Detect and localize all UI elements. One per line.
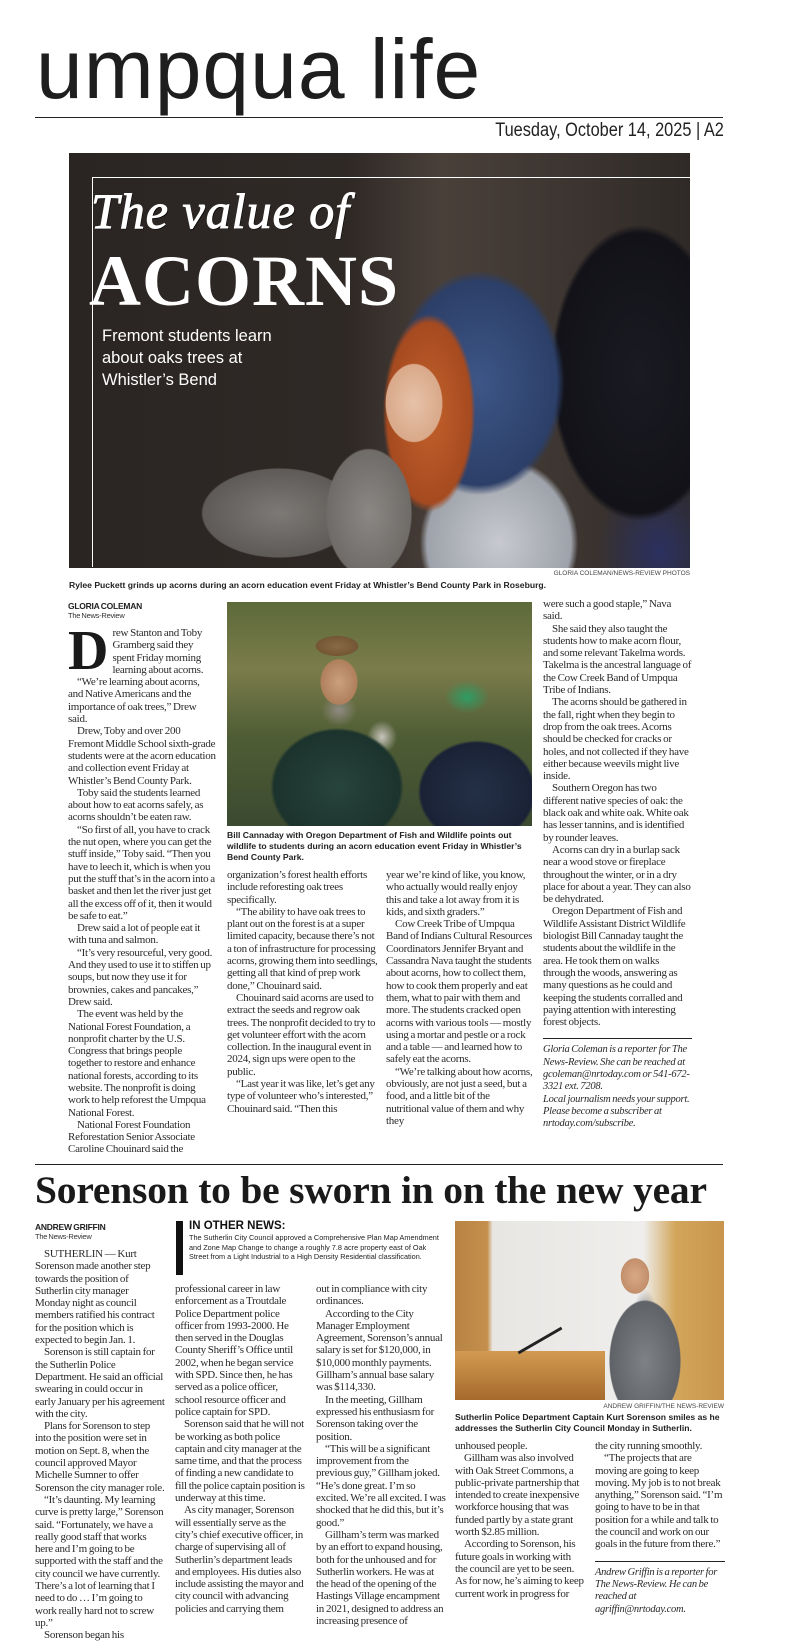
article-column-2 [227,869,379,1115]
paragraphs [175,1283,305,1615]
paragraph: “The ability to have oak trees to plant out on the forest is at a super limited capacity, because there’s not a ton of infrastructure for processing acorns, growing them into seedlings, getting all that kind of prep work done,” Chouinard said. [227,905,378,992]
paragraph: “It’s very resourceful, very good. And they used to use it to stiffen up soups, but now they use it for brownies, cakes and pancakes,” Drew said. [68,946,213,1008]
hero-title: ACORNS [89,241,400,321]
paragraph: Gillham was also involved with Oak Street Commons, a public-private partnership that intended to create inexpensive workforce housing that was funded partly by a state grant worth $2.85 million. [455,1452,580,1539]
paragraph: Southern Oregon has two different native species of oak: the black oak and white oak. White oak has lesser tannins, and is identified by rounder leaves. [543,782,689,844]
story2-column-4 [455,1440,585,1600]
paragraphs [227,869,379,1115]
section-divider [35,1164,723,1165]
byline-name: GLORIA COLEMAN [68,601,142,611]
paragraph: As city manager, Sorenson will essentially serve as the city’s chief executive officer, in charge of supervising all of Sutherlin’s department leads and employees. His duties also include assisting the mayor and city council with advancing policies and carrying them [175,1504,304,1615]
author-tagline [543,1038,692,1130]
dateline: Tuesday, October 14, 2025 | A2 [495,120,724,141]
paragraph: Cow Creek Tribe of Umpqua Band of Indians Cultural Resources Coordinators Jennifer Bryant and Cassandra Nava taught the students about acorns, how to collect them, how to cook them properly and eat them, what to pair with them and more. The students cracked open acorns with various tools — mostly using a mortar and pestle or a rock and a table — and learned how to safely eat the acorns. [386,918,533,1066]
story-headline: Sorenson to be sworn in on the new year [35,1168,707,1212]
paragraphs [595,1440,725,1551]
hero-subtitle: Fremont students learn about oaks trees at Whistler’s Bend [102,327,272,389]
paragraphs [595,1567,725,1616]
paragraph: Oregon Department of Fish and Wildlife Assistant District Wildlife biologist Bill Cannaday taught the students about the wildlife in the area. He took them on walks through the woods, answering as many questions as he could and keeping the students corralled and paying attention with interesting forest objects. [543,905,686,1029]
paragraph: National Forest Foundation Reforestation Senior Associate Caroline Chouinard said the [68,1118,195,1156]
paragraphs [316,1283,446,1627]
story2-column-1 [35,1222,165,1642]
paragraph: Drew said a lot of people eat it with tuna and salmon. [68,922,201,947]
drop-cap: D [68,620,109,682]
wildlife-photo [227,602,532,826]
paragraph: Acorns can dry in a burlap sack near a wood stove or fireplace throughout the winter, or in a dry place for about a year. They can also be dehydrated. [543,843,691,906]
paragraphs [35,1248,165,1642]
paragraph: “We’re learning about acorns, and Native Americans and the importance of oak trees,” Drew said. [68,676,200,726]
paragraph: Sorenson said that he will not be working as both police captain and city manager at the same time, and that the process of finding a new candidate to fill the police captain position is underway at this time. [175,1418,305,1505]
paragraph: Toby said the students learned about how to eat acorns safely, as acorns shouldn’t be eaten raw. [68,786,204,824]
paragraph: “It’s daunting. My learning curve is pretty large,” Sorenson said. “Fortunately, we have a really good staff that works here and I’m going to be supported with the staff and the city council we have currently. There’s a lot of learning that I need to do … I’m going to work really hard not to screw up.” [35,1493,164,1629]
hero-kicker: The value of [91,183,351,239]
paragraph: She said they also taught the students how to make acorn flour, and some relevant Takelma words. Takelma is the ancestral language of the Cow Creek Band of Umpqua Tribe of Indians. [543,622,692,697]
paragraphs [386,869,534,1127]
paragraph: SUTHERLIN — Kurt Sorenson made another step towards the position of Sutherlin city manager Monday night as council members ratified his contract for the position which is expected to begin Jan. 1. [35,1248,155,1347]
paragraphs [543,1044,692,1130]
paragraph: rew Stanton and Toby Gramberg said they spent Friday morning learning about acorns. [112,627,204,676]
paragraph: “This will be a significant improvement from the previous guy,” Gillham joked. “He’s done great. I’m so excited. We’re all excited. I was shocked that he did this, but it’s good.” [316,1442,446,1529]
paragraph: professional career in law enforcement as a Troutdale Police Department police officer from 1993-2000. He then served in the Douglas County Sheriff’s Office until 2002, when he began service with SPD. Since then, he has served as a police officer, school resource officer and police captain for SPD. [175,1283,294,1418]
paragraph: Gloria Coleman is a reporter for The News-Review. She can be reached at gcoleman@nrtoday.com or 541-672-3321 ext. 7208. [543,1044,690,1093]
hero-photo [69,153,690,568]
paragraphs [455,1440,585,1600]
article-column-1 [68,601,216,1156]
paragraph: Local journalism needs your support. Please become a subscriber at nrtoday.com/subscribe. [543,1093,690,1130]
byline-org: The News-Review [35,1232,92,1241]
paragraphs [68,620,216,1156]
paragraph: “We’re talking about how acorns, obviously, are not just a seed, but a food, and a little bit of the nutritional value of them and why they [386,1065,533,1127]
masthead-rule [35,117,723,118]
paragraph: According to the City Manager Employment Agreement, Sorenson’s annual salary is set for $120,000, in $10,000 monthly payments. Gillham’s annual base salary was $114,330. [316,1307,443,1394]
paragraph: Plans for Sorenson to step into the position were set in motion on Sept. 8, when the council approved Mayor Michelle Sumner to offer Sorenson the city manager role. [35,1420,165,1494]
paragraph: year we’re kind of like, you know, who actually would really enjoy this and take a lot away from it is kids, and sixth graders.” [386,869,526,918]
sorenson-photo [455,1221,724,1400]
paragraph: “Last year it was like, let’s get any type of volunteer who’s interested,” Chouinard said. “Then this [227,1078,375,1115]
photo3-caption: Sutherlin Police Department Captain Kurt Sorenson smiles as he addresses the Sutherlin City Council Monday in Sutherlin. [455,1412,720,1433]
other-news-body: The Sutherlin City Council approved a Comprehensive Plan Map Amendment and Zone Map Change to change a roughly 7.8 acre property east of Oak Street from a Light Industrial to a High Density Residential classification. [189,1233,439,1262]
podium [455,1351,605,1400]
paragraph: were such a good staple,” Nava said. [543,598,672,623]
story2-column-5 [595,1440,725,1616]
paragraph: organization’s forest health efforts include reforesting oak trees specifically. [227,869,367,906]
story2-column-2 [175,1283,305,1615]
article-column-3 [386,869,534,1127]
hero-caption: Rylee Puckett grinds up acorns during an acorn education event Friday at Whistler’s Bend County Park in Roseburg. [69,580,547,590]
paragraph: Sorenson began his [44,1629,124,1642]
paragraph: Drew, Toby and over 200 Fremont Middle School sixth-grade students were at the acorn education and collection event Friday at Whistler’s Bend County Park. [68,725,216,787]
in-other-news-box [176,1219,444,1277]
paragraph: unhoused people. [455,1440,528,1452]
paragraph: Gillham’s term was marked by an effort to expand housing, both for the unhoused and for Sutherlin workers. He was at the head of the opening of the Hastings Village encampment in 2021, designed to address an increasing presence of [316,1528,444,1628]
other-news-bar [176,1221,183,1275]
paragraph: Sorenson is still captain for the Sutherlin Police Department. He said an official swearing in could occur in early January per his agreement with the city. [35,1346,165,1420]
paragraph: The event was held by the National Forest Foundation, a nonprofit charter by the U.S. Congress that brings people together to restore and enhance national forests, according to its website. The nonprofit is doing work to help reforest the Umpqua National Forest. [68,1008,206,1119]
paragraph: In the meeting, Gillham expressed his enthusiasm for Sorenson taking over the position. [316,1393,434,1443]
paragraph: “The projects that are moving are going to keep moving. My job is to not break anything,” Sorenson said. “I’m going to have to be in that position for a while and talk to the council and work on our goals in the future from there.” [595,1452,723,1551]
author-tagline [595,1561,725,1616]
paragraph: Chouinard said acorns are used to extract the seeds and regrow oak trees. The nonprofit decided to try to get volunteer effort with the acorn collection. In the inaugural event in 2024, sign ups were open to the public. [227,991,376,1078]
paragraph: out in compliance with city ordinances. [316,1283,428,1308]
section-masthead: umpqua life [36,22,482,116]
other-news-heading: IN OTHER NEWS: [189,1220,286,1232]
paragraph: “So first of all, you have to crack the nut open, where you can get the stuff inside,” Toby said. “Then you have to leech it, which is when you put the stuff that’s in the acorn into a basket and then let the river just get all the excess off of it, then it would be safe to eat.” [68,823,215,922]
paragraph: According to Sorenson, his future goals in working with the council are yet to be seen. As for now, he’s aiming to keep current work in progress for [455,1538,584,1600]
article-column-4 [543,598,692,1130]
photo2-caption: Bill Cannaday with Oregon Department of Fish and Wildlife points out wildlife to students during an acorn education event Friday in Whistler’s Bend County Park. [227,830,522,862]
paragraph: The acorns should be gathered in the fall, right when they begin to drop from the oak trees. Acorns should be checked for cracks or holes, and not collected if they have either because weevils might live inside. [543,696,689,783]
photo-credit: ANDREW GRIFFIN/THE NEWS-REVIEW [603,1403,724,1410]
byline-name: ANDREW GRIFFIN [35,1222,106,1232]
paragraph: Andrew Griffin is a reporter for The News-Review. He can be reached at agriffin@nrtoday.com. [595,1566,718,1615]
byline-org: The News-Review [68,611,125,620]
paragraphs [543,598,692,1028]
paragraph: the city running smoothly. [595,1440,703,1452]
photo-credit: GLORIA COLEMAN/NEWS-REVIEW PHOTOS [553,570,690,577]
story2-column-3 [316,1283,446,1627]
